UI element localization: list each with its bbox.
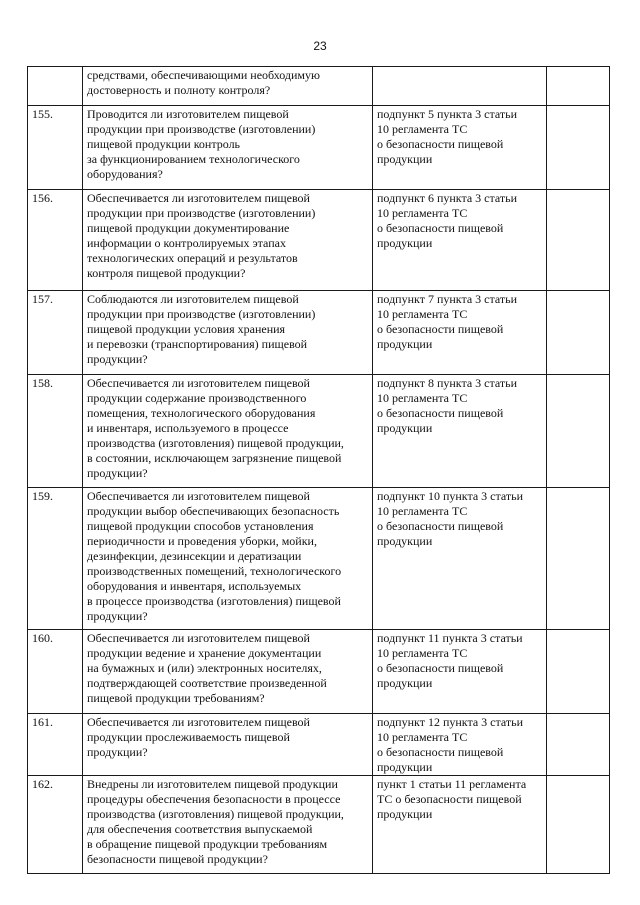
question-line: периодичности и проведения уборки, мойки, — [87, 534, 317, 548]
question-line: Обеспечивается ли изготовителем пищевой — [87, 489, 310, 503]
question-line: продукции? — [87, 352, 148, 366]
question-line: Обеспечивается ли изготовителем пищевой — [87, 715, 310, 729]
question-line: за функционированием технологического — [87, 152, 300, 166]
reference-line: подпункт 6 пункта 3 статьи — [377, 191, 518, 205]
row-number: 160. — [28, 630, 83, 714]
question-cell — [83, 67, 373, 106]
reference-line: 10 регламента ТС — [377, 122, 468, 136]
reference-line: ТС о безопасности пищевой — [377, 792, 522, 806]
question-cell — [83, 291, 373, 375]
question-cell — [83, 630, 373, 714]
question-line: продукции ведение и хранение документации — [87, 646, 322, 660]
reference-cell — [373, 190, 547, 291]
answer-cell — [547, 630, 610, 714]
answer-cell — [547, 291, 610, 375]
reference-cell — [373, 67, 547, 106]
reference-line: о безопасности пищевой — [377, 322, 504, 336]
reference-line: о безопасности пищевой — [377, 519, 504, 533]
question-line: достоверность и полноту контроля? — [87, 83, 271, 97]
question-line: Обеспечивается ли изготовителем пищевой — [87, 631, 310, 645]
reference-line: продукции — [377, 534, 433, 548]
reference-line: пункт 1 статьи 11 регламента — [377, 777, 527, 791]
question-line: на бумажных и (или) электронных носителях, — [87, 661, 322, 675]
question-line: Соблюдаются ли изготовителем пищевой — [87, 292, 299, 306]
question-cell — [83, 488, 373, 630]
reference-line: подпункт 11 пункта 3 статьи — [377, 631, 523, 645]
reference-cell — [373, 488, 547, 630]
row-number — [28, 67, 83, 106]
question-line: и инвентаря, используемого в процессе — [87, 421, 289, 435]
table-row — [28, 488, 610, 630]
row-number: 155. — [28, 106, 83, 190]
row-number: 158. — [28, 375, 83, 488]
question-line: контроля пищевой продукции? — [87, 266, 246, 280]
question-line: подтверждающей соответствие произведенной — [87, 676, 327, 690]
reference-cell — [373, 291, 547, 375]
question-line: пищевой продукции контроль — [87, 137, 241, 151]
question-cell — [83, 776, 373, 874]
question-line: производственных помещений, технологического — [87, 564, 342, 578]
page-number: 23 — [313, 39, 327, 53]
table-row — [28, 106, 610, 190]
question-line: Обеспечивается ли изготовителем пищевой — [87, 191, 310, 205]
row-number: 161. — [28, 714, 83, 776]
question-line: продукции при производстве (изготовлении) — [87, 307, 316, 321]
reference-line: 10 регламента ТС — [377, 730, 468, 744]
question-line: продукции при производстве (изготовлении) — [87, 206, 316, 220]
question-cell — [83, 190, 373, 291]
reference-cell — [373, 776, 547, 874]
question-line: в обращение пищевой продукции требованиям — [87, 837, 328, 851]
table-row — [28, 67, 610, 106]
question-cell — [83, 714, 373, 776]
question-line: пищевой продукции условия хранения — [87, 322, 286, 336]
question-line: производства (изготовления) пищевой продукции, — [87, 807, 344, 821]
question-line: продукции? — [87, 609, 148, 623]
answer-cell — [547, 190, 610, 291]
answer-cell — [547, 106, 610, 190]
question-line: производства (изготовления) пищевой продукции, — [87, 436, 344, 450]
question-line: в состоянии, исключающем загрязнение пищевой — [87, 451, 342, 465]
reference-line: продукции — [377, 421, 433, 435]
question-line: продукции выбор обеспечивающих безопасность — [87, 504, 340, 518]
row-number: 162. — [28, 776, 83, 874]
question-line: продукции при производстве (изготовлении) — [87, 122, 316, 136]
reference-line: 10 регламента ТС — [377, 391, 468, 405]
answer-cell — [547, 67, 610, 106]
question-line: для обеспечения соответствия выпускаемой — [87, 822, 313, 836]
reference-line: продукции — [377, 760, 433, 774]
row-number: 156. — [28, 190, 83, 291]
table-row — [28, 190, 610, 291]
reference-line: 10 регламента ТС — [377, 646, 468, 660]
question-line: продукции? — [87, 466, 148, 480]
reference-cell — [373, 106, 547, 190]
answer-cell — [547, 714, 610, 776]
question-line: безопасности пищевой продукции? — [87, 852, 268, 866]
question-line: пищевой продукции требованиям? — [87, 691, 265, 705]
question-line: продукции прослеживаемость пищевой — [87, 730, 290, 744]
reference-line: о безопасности пищевой — [377, 745, 504, 759]
reference-line: продукции — [377, 676, 433, 690]
table-row — [28, 375, 610, 488]
question-line: дезинфекции, дезинсекции и дератизации — [87, 549, 302, 563]
reference-line: 10 регламента ТС — [377, 504, 468, 518]
question-line: помещения, технологического оборудования — [87, 406, 316, 420]
reference-cell — [373, 714, 547, 776]
reference-line: продукции — [377, 152, 433, 166]
answer-cell — [547, 776, 610, 874]
question-line: пищевой продукции документирование — [87, 221, 290, 235]
question-line: Проводится ли изготовителем пищевой — [87, 107, 289, 121]
question-cell — [83, 106, 373, 190]
question-line: пищевой продукции способов установления — [87, 519, 314, 533]
answer-cell — [547, 488, 610, 630]
reference-cell — [373, 375, 547, 488]
answer-cell — [547, 375, 610, 488]
question-line: Обеспечивается ли изготовителем пищевой — [87, 376, 310, 390]
question-line: продукции? — [87, 745, 148, 759]
reference-line: о безопасности пищевой — [377, 406, 504, 420]
question-line: Внедрены ли изготовителем пищевой продукции — [87, 777, 338, 791]
reference-cell — [373, 630, 547, 714]
row-number: 157. — [28, 291, 83, 375]
reference-line: подпункт 5 пункта 3 статьи — [377, 107, 518, 121]
table-row — [28, 776, 610, 874]
reference-line: подпункт 7 пункта 3 статьи — [377, 292, 518, 306]
question-line: средствами, обеспечивающими необходимую — [87, 68, 320, 82]
reference-line: о безопасности пищевой — [377, 661, 504, 675]
reference-line: 10 регламента ТС — [377, 206, 468, 220]
question-line: продукции содержание производственного — [87, 391, 307, 405]
reference-line: о безопасности пищевой — [377, 221, 504, 235]
table-row — [28, 714, 610, 776]
question-line: технологических операций и результатов — [87, 251, 298, 265]
reference-line: подпункт 12 пункта 3 статьи — [377, 715, 524, 729]
question-line: и перевозки (транспортирования) пищевой — [87, 337, 308, 351]
reference-line: подпункт 10 пункта 3 статьи — [377, 489, 524, 503]
reference-line: 10 регламента ТС — [377, 307, 468, 321]
question-line: информации о контролируемых этапах — [87, 236, 286, 250]
checklist-table — [27, 66, 610, 874]
question-line: в процессе производства (изготовления) пищевой — [87, 594, 341, 608]
question-cell — [83, 375, 373, 488]
reference-line: продукции — [377, 337, 433, 351]
question-line: оборудования и инвентаря, используемых — [87, 579, 302, 593]
reference-line: о безопасности пищевой — [377, 137, 504, 151]
reference-line: продукции — [377, 807, 433, 821]
table-row — [28, 291, 610, 375]
reference-line: продукции — [377, 236, 433, 250]
table-row — [28, 630, 610, 714]
row-number: 159. — [28, 488, 83, 630]
question-line: процедуры обеспечения безопасности в процессе — [87, 792, 341, 806]
checklist-table-body — [28, 67, 610, 874]
question-line: оборудования? — [87, 167, 163, 181]
reference-line: подпункт 8 пункта 3 статьи — [377, 376, 518, 390]
